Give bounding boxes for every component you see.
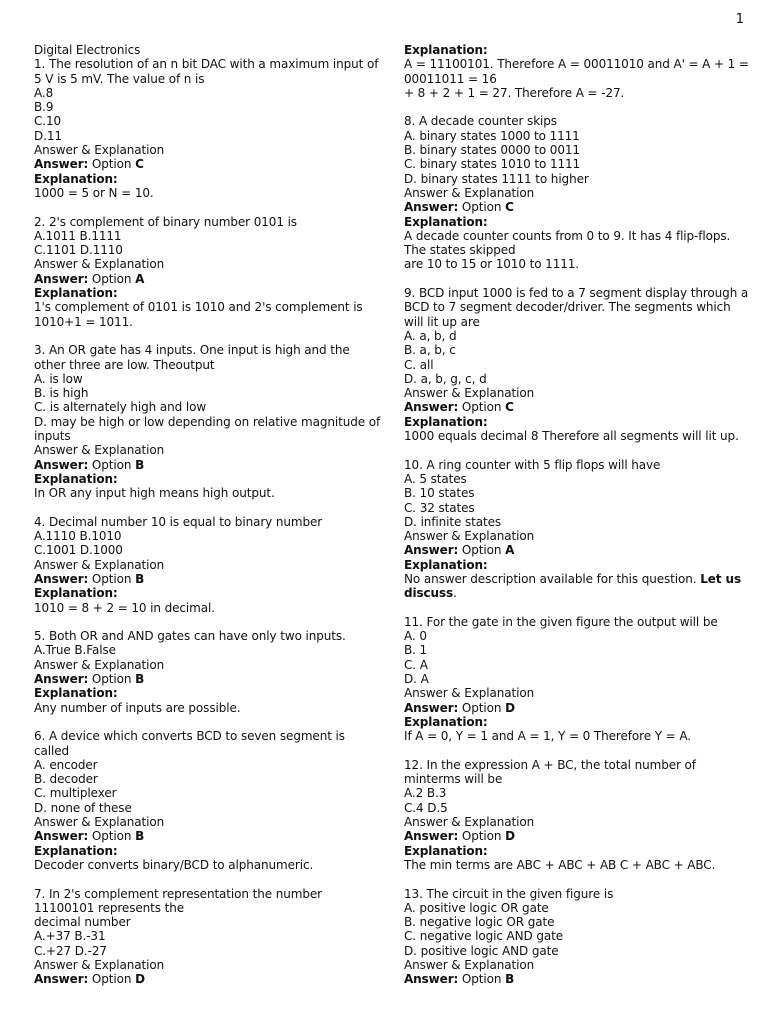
text-line — [34, 858, 382, 872]
text: C.1001 D.1000 — [34, 543, 123, 558]
text: C. binary states 1010 to 1111 — [404, 157, 581, 172]
text: C. is alternately high and low — [34, 400, 207, 415]
bold-text: Explanation: — [404, 414, 488, 429]
text-line — [34, 143, 382, 157]
text-line — [34, 57, 382, 86]
text-line — [34, 286, 382, 300]
text-line — [404, 458, 750, 472]
text: A.8 — [34, 85, 54, 100]
bold-text: Answer: — [34, 972, 89, 987]
text-line — [404, 858, 750, 872]
text: Answer & Explanation — [34, 143, 165, 158]
text-line — [34, 786, 382, 800]
text: Answer & Explanation — [34, 443, 165, 458]
text-line — [34, 400, 382, 414]
bold-text: C — [505, 400, 514, 415]
bold-text: Explanation: — [34, 286, 118, 301]
text-line — [34, 157, 382, 171]
text: C. negative logic AND gate — [404, 929, 564, 944]
text: 1000 = 5 or N = 10. — [34, 185, 154, 200]
text-line — [404, 958, 750, 972]
text-line — [34, 629, 382, 643]
text-line — [34, 929, 382, 943]
text: Option — [88, 157, 136, 172]
text-line — [404, 415, 750, 429]
paragraph-gap — [34, 715, 382, 729]
text: 8. A decade counter skips — [404, 114, 557, 129]
text-line — [404, 43, 750, 57]
text: If A = 0, Y = 1 and A = 1, Y = 0 Therefore Y = A. — [404, 729, 691, 744]
text: C. A — [404, 657, 428, 672]
text-line — [404, 86, 750, 100]
bold-text: Answer: — [34, 672, 89, 687]
text-line — [404, 801, 750, 815]
bold-text: Explanation: — [404, 43, 488, 57]
text-line — [34, 43, 382, 57]
text: A. positive logic OR gate — [404, 900, 549, 915]
paragraph-gap — [34, 872, 382, 886]
text-line — [34, 972, 382, 986]
text-line — [404, 558, 750, 572]
text-line — [34, 829, 382, 843]
bold-text: Explanation: — [34, 843, 118, 858]
text-line — [34, 100, 382, 114]
text-line — [404, 829, 750, 843]
text-line — [34, 300, 382, 329]
text: A.1110 B.1010 — [34, 529, 122, 544]
text-line — [34, 686, 382, 700]
text: 10. A ring counter with 5 flip flops will have — [404, 457, 661, 472]
text: Option — [458, 200, 506, 215]
bold-text: B — [135, 571, 145, 586]
text: A. encoder — [34, 757, 98, 772]
bold-text: Let us discuss — [404, 571, 741, 601]
text-line — [404, 143, 750, 157]
text: Option — [88, 571, 136, 586]
text-line — [34, 515, 382, 529]
text-line — [34, 372, 382, 386]
text-line — [34, 343, 382, 372]
text: A.+37 B.-31 — [34, 929, 106, 944]
text: A. is low — [34, 371, 83, 386]
text-line — [34, 86, 382, 100]
bold-text: Explanation: — [34, 586, 118, 601]
text-line — [34, 601, 382, 615]
text: D.11 — [34, 128, 62, 143]
text-line — [34, 729, 382, 758]
bold-text: Answer: — [34, 571, 89, 586]
text-line — [34, 172, 382, 186]
text-line — [34, 658, 382, 672]
paragraph-gap — [34, 615, 382, 629]
text-line — [404, 572, 750, 601]
bold-text: B — [135, 672, 145, 687]
page-number: 1 — [735, 12, 744, 27]
text-line — [404, 200, 750, 214]
text-line — [404, 672, 750, 686]
text: Option — [458, 543, 506, 558]
text-line — [404, 901, 750, 915]
text: In OR any input high means high output. — [34, 486, 275, 501]
text-line — [404, 815, 750, 829]
text-line — [404, 758, 750, 787]
text: A. 5 states — [404, 471, 467, 486]
text-line — [404, 472, 750, 486]
text-line — [34, 572, 382, 586]
paragraph-gap — [404, 601, 750, 615]
text-line — [34, 672, 382, 686]
bold-text: Answer: — [404, 200, 459, 215]
text: Option — [458, 972, 506, 987]
text-line — [404, 643, 750, 657]
text-line — [34, 772, 382, 786]
text: 4. Decimal number 10 is equal to binary number — [34, 514, 323, 529]
bold-text: Answer: — [34, 271, 89, 286]
text: Option — [88, 457, 136, 472]
text: 1's complement of 0101 is 1010 and 2's complement is 1010+1 = 1011. — [34, 300, 363, 329]
text-line — [404, 400, 750, 414]
text-line — [404, 786, 750, 800]
text: Option — [458, 829, 506, 844]
text-line — [34, 558, 382, 572]
bold-text: Answer: — [404, 972, 459, 987]
text-line — [34, 958, 382, 972]
text: 13. The circuit in the given figure is — [404, 886, 614, 901]
text-line — [404, 729, 750, 743]
bold-text: Answer: — [34, 457, 89, 472]
text: 12. In the expression A + BC, the total number of minterms will be — [404, 757, 696, 787]
text-line — [404, 229, 750, 258]
text: 2. 2's complement of binary number 0101 is — [34, 214, 297, 229]
text-line — [34, 643, 382, 657]
text-line — [34, 272, 382, 286]
text: Answer & Explanation — [34, 657, 165, 672]
text-line — [404, 157, 750, 171]
text-line — [34, 944, 382, 958]
text: Answer & Explanation — [404, 529, 535, 544]
text-line — [34, 486, 382, 500]
bold-text: B — [135, 457, 145, 472]
text-line — [34, 887, 382, 916]
text: 1010 = 8 + 2 = 10 in decimal. — [34, 600, 215, 615]
paragraph-gap — [34, 329, 382, 343]
text: Answer & Explanation — [34, 958, 165, 972]
bold-text: Explanation: — [34, 171, 118, 186]
text: No answer description available for this question. — [404, 571, 701, 586]
text-line — [404, 929, 750, 943]
text: C.10 — [34, 114, 62, 129]
text: 9. BCD input 1000 is fed to a 7 segment display through a BCD to 7 segment decoder/driver. The segments which will lit up are — [404, 286, 749, 329]
text: Answer & Explanation — [404, 185, 535, 200]
text: Answer & Explanation — [404, 686, 535, 701]
text: Option — [458, 400, 506, 415]
text-line — [404, 501, 750, 515]
text: Answer & Explanation — [404, 958, 535, 972]
text-line — [404, 887, 750, 901]
text-line — [404, 486, 750, 500]
text-line — [404, 372, 750, 386]
text: D. infinite states — [404, 514, 502, 529]
text: C.4 D.5 — [404, 800, 448, 815]
text-line — [34, 844, 382, 858]
text-line — [34, 415, 382, 444]
text: D. may be high or low depending on relative magnitude of inputs — [34, 414, 381, 444]
text: C. 32 states — [404, 500, 475, 515]
text-line — [404, 715, 750, 729]
text-line — [34, 443, 382, 457]
text-line — [34, 243, 382, 257]
text: 3. An OR gate has 4 inputs. One input is high and the other three are low. Theoutput — [34, 343, 350, 372]
text: Option — [88, 972, 136, 987]
text: 1000 equals decimal 8 Therefore all segments will lit up. — [404, 429, 739, 444]
text-line — [34, 257, 382, 271]
text-line — [34, 815, 382, 829]
text-line — [34, 215, 382, 229]
text-line — [34, 386, 382, 400]
bold-text: Answer: — [404, 400, 459, 415]
text: A = 11100101. Therefore A = 00011010 and A' = A + 1 = 00011011 = 16 — [404, 57, 749, 86]
text-line — [404, 215, 750, 229]
text-line — [404, 129, 750, 143]
paragraph-gap — [34, 200, 382, 214]
bold-text: Answer: — [404, 829, 459, 844]
text-line — [404, 343, 750, 357]
text-line — [404, 386, 750, 400]
text-line — [404, 944, 750, 958]
text: 6. A device which converts BCD to seven segment is called — [34, 729, 345, 758]
text: A.True B.False — [34, 643, 116, 658]
bold-text: Explanation: — [404, 557, 488, 572]
bold-text: D — [135, 972, 145, 987]
text-line — [404, 172, 750, 186]
paragraph-gap — [34, 501, 382, 515]
bold-text: C — [135, 157, 144, 172]
text-line — [34, 186, 382, 200]
text: C.1101 D.1110 — [34, 243, 123, 258]
bold-text: Explanation: — [404, 843, 488, 858]
paragraph-gap — [404, 744, 750, 758]
bold-text: Explanation: — [404, 214, 488, 229]
paragraph-gap — [404, 872, 750, 886]
text: B. decoder — [34, 772, 98, 787]
text-line — [404, 701, 750, 715]
text: B. is high — [34, 386, 89, 401]
text: Answer & Explanation — [404, 815, 535, 830]
text-line — [404, 57, 750, 86]
text: Option — [88, 829, 136, 844]
paragraph-gap — [404, 272, 750, 286]
text-line — [404, 286, 750, 329]
text: A. a, b, d — [404, 328, 457, 343]
text: C. all — [404, 357, 434, 372]
text-line — [404, 915, 750, 929]
text: B. negative logic OR gate — [404, 915, 555, 930]
text: A.1011 B.1111 — [34, 228, 122, 243]
text: A decade counter counts from 0 to 9. It has 4 flip-flops. The states skipped — [404, 228, 731, 258]
text-line — [34, 458, 382, 472]
text-line — [404, 658, 750, 672]
bold-text: B — [135, 829, 145, 844]
bold-text: B — [505, 972, 515, 987]
text: Any number of inputs are possible. — [34, 700, 241, 715]
bold-text: Explanation: — [34, 686, 118, 701]
text-line — [404, 429, 750, 443]
text: B. 1 — [404, 643, 428, 658]
bold-text: Answer: — [34, 157, 89, 172]
text: 1. The resolution of an n bit DAC with a maximum input of 5 V is 5 mV. The value of n is — [34, 57, 379, 86]
text-line — [34, 229, 382, 243]
right-column — [404, 43, 750, 987]
text-line — [34, 701, 382, 715]
text: A. 0 — [404, 629, 427, 644]
text: D. binary states 1111 to higher — [404, 171, 589, 186]
text-line — [34, 543, 382, 557]
text: Option — [88, 672, 136, 687]
text: D. positive logic AND gate — [404, 943, 559, 958]
text-line — [34, 529, 382, 543]
bold-text: Explanation: — [404, 714, 488, 729]
text: The min terms are ABC + ABC + AB C + ABC + ABC. — [404, 857, 716, 872]
text: B. 10 states — [404, 486, 475, 501]
text-line — [404, 615, 750, 629]
text-line — [404, 543, 750, 557]
text: A. binary states 1000 to 1111 — [404, 128, 580, 143]
text-line — [34, 129, 382, 143]
text: are 10 to 15 or 1010 to 1111. — [404, 257, 580, 272]
bold-text: C — [505, 200, 514, 215]
text: . — [453, 586, 457, 601]
text-line — [404, 329, 750, 343]
text-line — [404, 515, 750, 529]
text: C.+27 D.-27 — [34, 943, 107, 958]
text: 5. Both OR and AND gates can have only two inputs. — [34, 629, 346, 644]
bold-text: Answer: — [34, 829, 89, 844]
bold-text: Answer: — [404, 700, 459, 715]
text-line — [404, 629, 750, 643]
text: decimal number — [34, 915, 131, 930]
text: + 8 + 2 + 1 = 27. Therefore A = -27. — [404, 85, 625, 100]
text: D. none of these — [34, 800, 132, 815]
text: B. binary states 0000 to 0011 — [404, 143, 580, 158]
text: Decoder converts binary/BCD to alphanumeric. — [34, 857, 314, 872]
text-line — [404, 358, 750, 372]
text-line — [404, 529, 750, 543]
text: B.9 — [34, 100, 54, 115]
text-line — [34, 586, 382, 600]
text-line — [34, 472, 382, 486]
text: D. A — [404, 672, 429, 687]
text: Option — [88, 271, 136, 286]
bold-text: Answer: — [404, 543, 459, 558]
text: D. a, b, g, c, d — [404, 371, 487, 386]
text: B. a, b, c — [404, 343, 456, 358]
text: Answer & Explanation — [404, 386, 535, 401]
bold-text: Explanation: — [34, 471, 118, 486]
text-line — [404, 257, 750, 271]
text-line — [404, 686, 750, 700]
text: Answer & Explanation — [34, 257, 165, 272]
text: 7. In 2's complement representation the number 11100101 represents the — [34, 886, 322, 915]
text-line — [34, 114, 382, 128]
text-line — [34, 758, 382, 772]
text: 11. For the gate in the given figure the output will be — [404, 614, 718, 629]
text: Answer & Explanation — [34, 557, 165, 572]
text: Digital Electronics — [34, 43, 141, 57]
text-line — [404, 844, 750, 858]
bold-text: D — [505, 829, 515, 844]
bold-text: D — [505, 700, 515, 715]
text: A.2 B.3 — [404, 786, 447, 801]
text: Answer & Explanation — [34, 815, 165, 830]
text-line — [404, 186, 750, 200]
text-line — [34, 801, 382, 815]
text: Option — [458, 700, 506, 715]
text-line — [404, 114, 750, 128]
bold-text: A — [135, 271, 145, 286]
text-line — [404, 972, 750, 986]
paragraph-gap — [404, 100, 750, 114]
left-column — [34, 43, 382, 987]
paragraph-gap — [404, 443, 750, 457]
text-line — [34, 915, 382, 929]
text: C. multiplexer — [34, 786, 117, 801]
bold-text: A — [505, 543, 515, 558]
